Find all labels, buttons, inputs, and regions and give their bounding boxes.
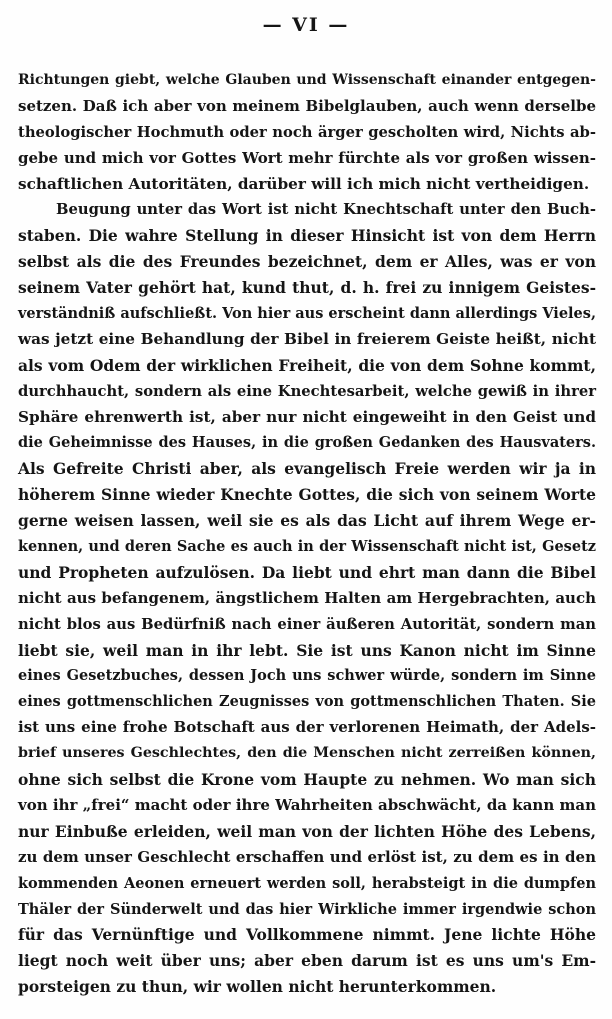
- text-line: kommenden Aeonen erneuert werden soll, herabsteigt in die dumpfen: [18, 874, 596, 892]
- text-line: setzen. Daß ich aber von meinem Bibelglauben, auch wenn derselbe: [18, 96, 596, 115]
- text-line: kennen, und deren Sache es auch in der Wissenschaft nicht ist, Gesetz: [18, 538, 596, 556]
- text-line: nicht aus befangenem, ängstlichem Halten am Hergebrachten, auch: [18, 588, 596, 607]
- text-line: ist uns eine frohe Botschaft aus der verlorenen Heimath, der Adels-: [18, 718, 596, 737]
- text-line: eines gottmenschlichen Zeugnisses von gottmenschlichen Thaten. Sie: [18, 693, 596, 711]
- page-number: — VI —: [262, 14, 350, 36]
- text-line: verständniß aufschließt. Von hier aus erscheint dann allerdings Vieles,: [18, 305, 596, 323]
- text-line: Sphäre ehrenwerth ist, aber nur nicht eingeweiht in den Geist und: [18, 407, 596, 426]
- text-line: selbst als die des Freundes bezeichnet, dem er Alles, was er von: [18, 252, 596, 272]
- text-line: durchhaucht, sondern als eine Knechtesarbeit, welche gewiß in ihrer: [18, 382, 596, 400]
- text-line: als vom Odem der wirklichen Freiheit, die von dem Sohne kommt,: [18, 355, 596, 375]
- text-line: für das Vernünftige und Vollkommene nimmt. Jene lichte Höhe: [18, 925, 596, 945]
- text-line: Thäler der Sünderwelt und das hier Wirkliche immer irgendwie schon: [18, 900, 596, 918]
- text-line: gebe und mich vor Gottes Wort mehr fürchte als vor großen wissen-: [18, 148, 596, 167]
- text-line: theologischer Hochmuth oder noch ärger gescholten wird, Nichts ab-: [18, 123, 596, 141]
- text-line: von ihr „frei“ macht oder ihre Wahrheiten abschwächt, da kann man: [18, 795, 596, 814]
- text-line: brief unseres Geschlechtes, den die Menschen nicht zerreißen können,: [18, 745, 596, 762]
- text-line: Als Gefreite Christi aber, als evangelisch Freie werden wir ja in: [18, 459, 596, 479]
- text-line: eines Gesetzbuches, dessen Joch uns schwer würde, sondern im Sinne: [18, 667, 596, 685]
- text-line: gerne weisen lassen, weil sie es als das Licht auf ihrem Wege er-: [18, 511, 596, 531]
- text-line: Richtungen giebt, welche Glauben und Wissenschaft einander entgegen-: [18, 72, 596, 88]
- text-line: und Propheten aufzulösen. Da liebt und ehrt man dann die Bibel: [18, 562, 596, 582]
- text-line: seinem Vater gehört hat, kund thut, d. h. frei zu innigem Geistes-: [18, 278, 596, 298]
- text-line: nicht blos aus Bedürfniß nach einer äußeren Autorität, sondern man: [18, 615, 596, 633]
- text-line: ohne sich selbst die Krone vom Haupte zu nehmen. Wo man sich: [18, 770, 596, 790]
- text-line: staben. Die wahre Stellung in dieser Hinsicht ist von dem Herrn: [18, 226, 596, 246]
- text-line: liegt noch weit über uns; aber eben darum ist es uns um's Em-: [18, 951, 596, 971]
- text-line: liebt sie, weil man in ihr lebt. Sie ist uns Kanon nicht im Sinne: [18, 640, 596, 660]
- text-line: Beugung unter das Wort ist nicht Knechtschaft unter den Buch-: [56, 201, 596, 219]
- text-line: schaftlichen Autoritäten, darüber will ich mich nicht vertheidigen.: [18, 174, 590, 193]
- text-line: zu dem unser Geschlecht erschaffen und erlöst ist, zu dem es in den: [18, 847, 596, 866]
- text-line: nur Einbuße erleiden, weil man von der lichten Höhe des Lebens,: [18, 821, 596, 841]
- body-text: [18, 68, 596, 1000]
- text-line: höherem Sinne wieder Knechte Gottes, die sich von seinem Worte: [18, 485, 596, 505]
- text-line: porsteigen zu thun, wir wollen nicht herunterkommen.: [18, 977, 497, 997]
- text-line: die Geheimnisse des Hauses, in die großen Gedanken des Hausvaters.: [18, 434, 596, 452]
- text-line: was jetzt eine Behandlung der Bibel in freierem Geiste heißt, nicht: [18, 329, 596, 348]
